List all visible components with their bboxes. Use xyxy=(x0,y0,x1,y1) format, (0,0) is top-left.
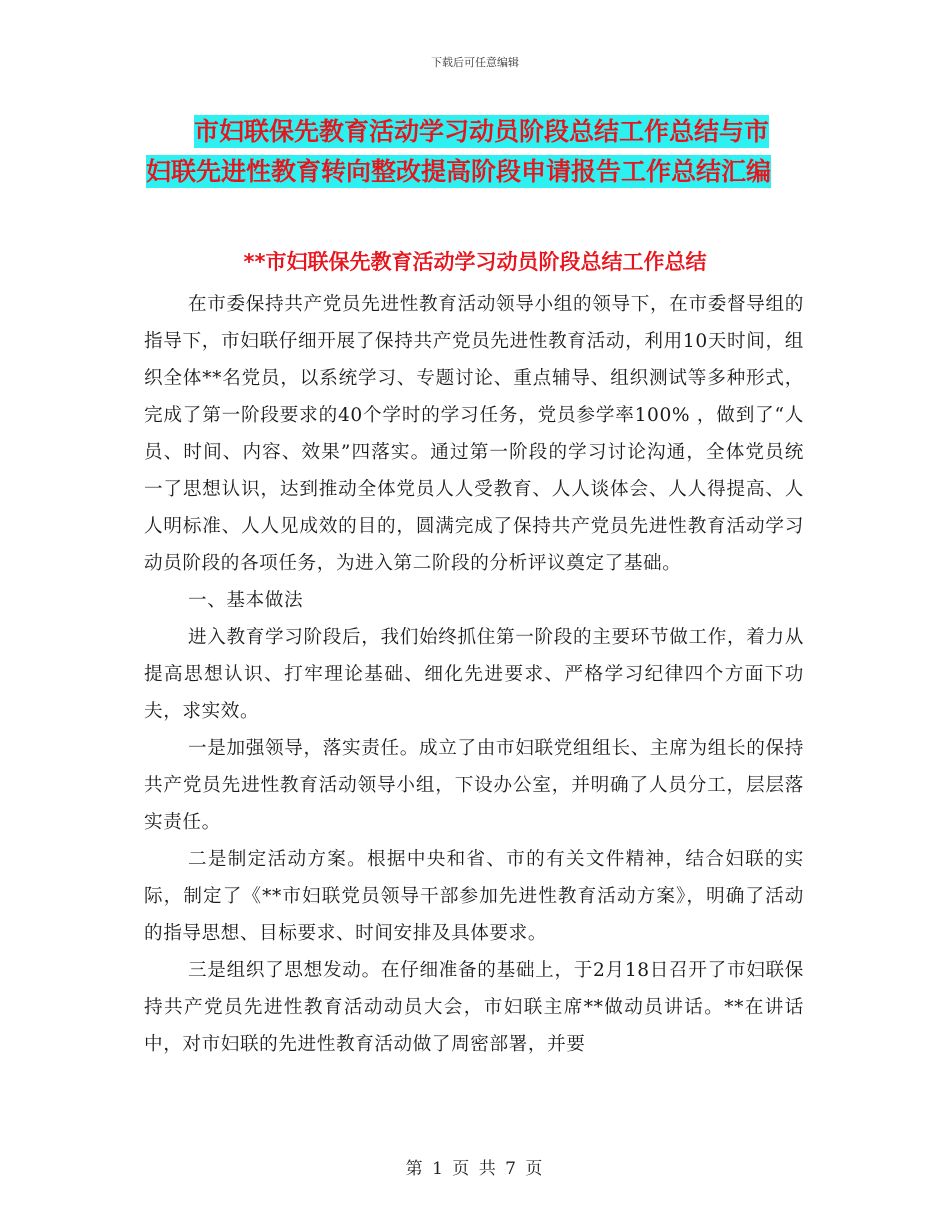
paragraph: 一是加强领导，落实责任。成立了由市妇联党组组长、主席为组长的保持共产党员先进性教育活动领导小组，下设办公室，并明确了人员分工，层层落实责任。 xyxy=(144,738,804,833)
title-line-1: 市妇联保先教育活动学习动员阶段总结工作总结与市 xyxy=(194,117,770,146)
paragraph: 进入教育学习阶段后，我们始终抓住第一阶段的主要环节做工作，着力从提高思想认识、打牢理论基础、细化先进要求、严格学习纪律四个方面下功夫，求实效。 xyxy=(144,627,804,722)
header-note: 下载后可任意编辑 xyxy=(431,56,519,69)
page-footer: 第 1 页 共 7 页 xyxy=(405,1159,545,1179)
paragraph: 三是组织了思想发动。在仔细准备的基础上，于2月18日召开了市妇联保持共产党员先进性教育活动动员大会，市妇联主席**做动员讲话。**在讲话中，对市妇联的先进性教育活动做了周密部署，并要 xyxy=(144,960,804,1055)
paragraph: 在市委保持共产党员先进性教育活动领导小组的领导下，在市委督导组的指导下，市妇联仔细开展了保持共产党员先进性教育活动，利用10天时间，组织全体**名党员，以系统学习、专题讨论、重点辅导、组织测试等多种形式，完成了第一阶段要求的40个学时的学习任务，党员参学率100% ，做到了“人员、时间、内容、效果”四落实。通过第一阶段的学习讨论沟通，全体党员统一了思想认识，达到推动全体党员人人受教育、人人谈体会、人人得提高、人人明标准、人人见成效的目的，圆满完成了保持共产党员先进性教育活动学习动员阶段的各项任务，为进入第二阶段的分析评议奠定了基础。 xyxy=(144,294,804,574)
section-title: **市妇联保先教育活动学习动员阶段总结工作总结 xyxy=(243,250,707,274)
title-line-2: 妇联先进性教育转向整改提高阶段申请报告工作总结汇编 xyxy=(146,157,772,186)
paragraph: 二是制定活动方案。根据中央和省、市的有关文件精神，结合妇联的实际，制定了《**市妇联党员领导干部参加先进性教育活动方案》，明确了活动的指导思想、目标要求、时间安排及具体要求。 xyxy=(144,849,804,944)
paragraph: 一、基本做法 xyxy=(188,590,304,611)
document-title xyxy=(146,112,806,192)
document-body xyxy=(144,286,804,1063)
